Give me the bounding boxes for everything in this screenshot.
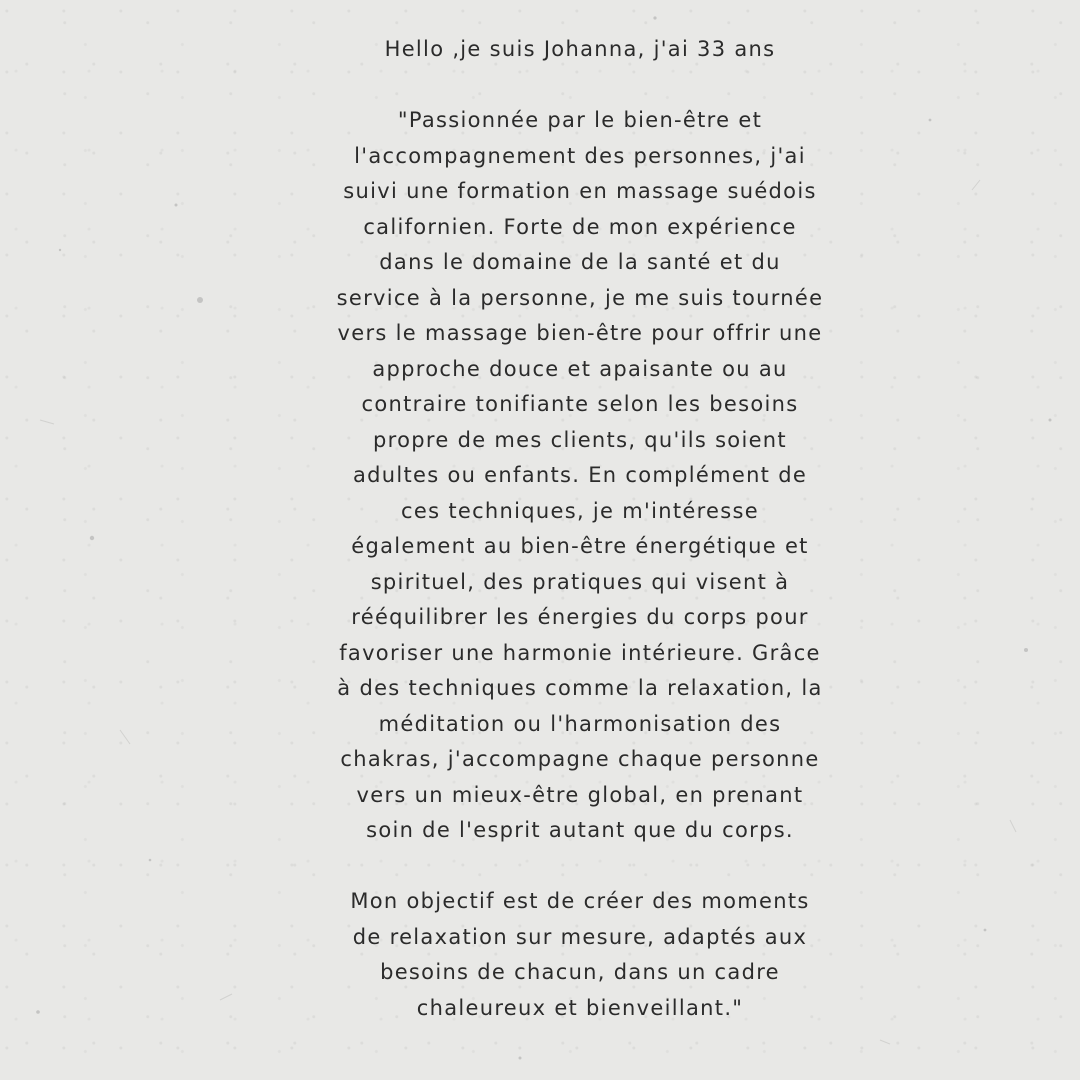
bio-paragraph: "Passionnée par le bien-être et l'accompagnement des personnes, j'ai suivi une formation en massage suédois californien. Forte de mon expérience dans le domaine de la santé et du service à la personne, je me suis tournée vers le massage bien-être pour offrir une approche douce et apaisante ou au contraire tonifiante selon les besoins propre de mes clients, qu'ils soient adultes ou enfants. En complément de ces techniques, je m'intéresse également au bien-être énergétique et spirituel, des pratiques qui visent à rééquilibrer les énergies du corps pour favoriser une harmonie intérieure. Grâce à des techniques comme la relaxation, la méditation ou l'harmonisation des chakras, j'accompagne chaque personne vers un mieux-être global, en prenant soin de l'esprit autant que du corps. xyxy=(336,108,824,842)
spacer xyxy=(265,68,895,104)
spacer xyxy=(265,849,895,885)
bio-text xyxy=(265,32,895,1026)
objective-paragraph: Mon objectif est de créer des moments de relaxation sur mesure, adaptés aux besoins de chacun, dans un cadre chaleureux et bienveillant." xyxy=(350,889,810,1020)
intro-line: Hello ,je suis Johanna, j'ai 33 ans xyxy=(384,37,776,61)
